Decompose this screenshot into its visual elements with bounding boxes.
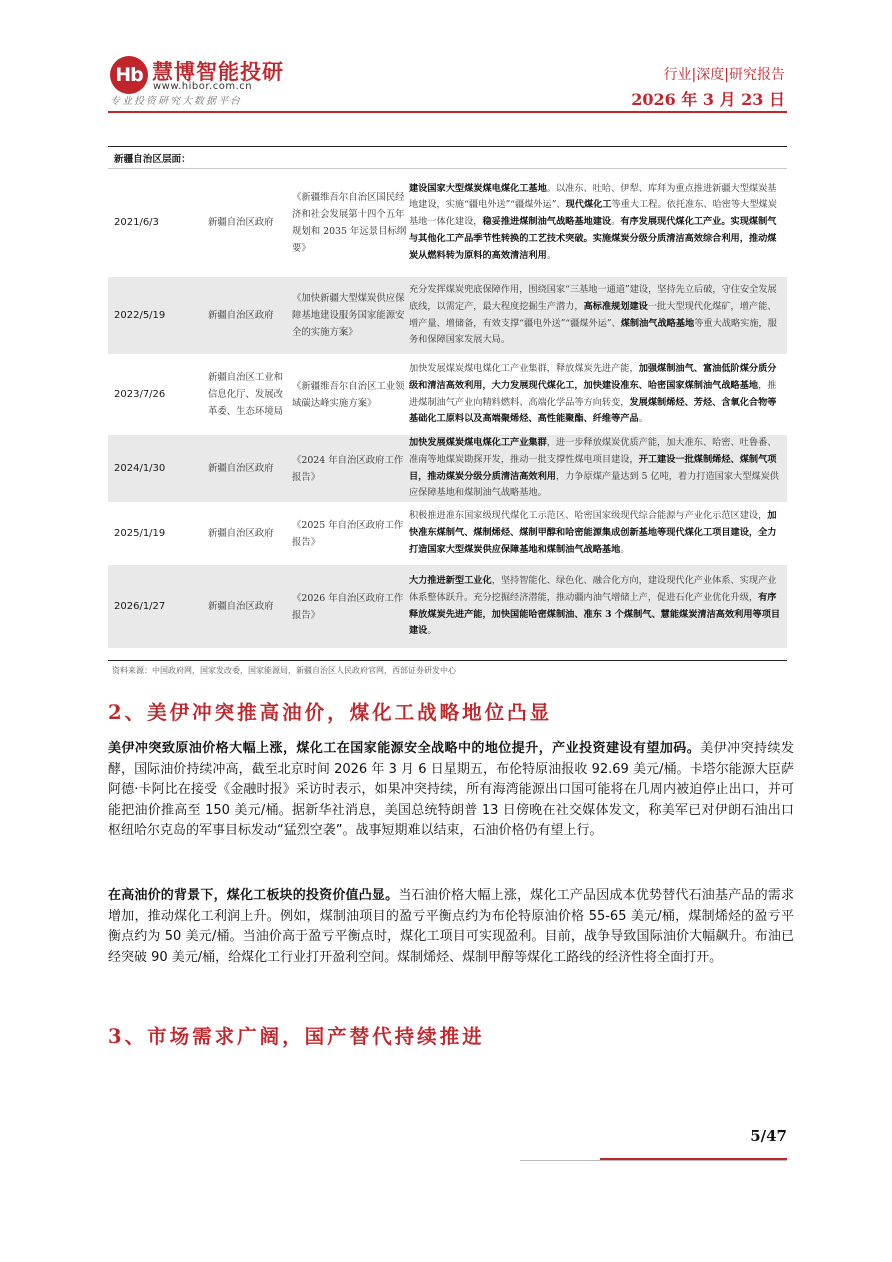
footer-rule (520, 1160, 787, 1161)
table-row (108, 435, 787, 503)
policy-content: 大力推进新型工业化，坚持智能化、绿色化、融合化方向，建设现代化产业体系、实现产业体系整体跃升。充分挖掘经济潜能，推动疆内油气增储上产，促进石化产业优化升级，有序释放煤炭先进产能，加快国能哈密煤制油、准东 3 个煤制气、慧能煤炭清洁高效利用等项目建设。 (409, 565, 787, 649)
report-date: 2026 年 3 月 23 日 (631, 90, 785, 109)
policy-document: 《新疆维吾尔自治区国民经济和社会发展第十四个五年规划和 2035 年远景目标纲要》 (292, 169, 409, 277)
policy-issuer: 新疆自治区政府 (208, 169, 292, 277)
policy-document: 《2024 年自治区政府工作报告》 (292, 435, 409, 503)
table-bottom-rule (108, 660, 787, 661)
policy-table (108, 146, 787, 649)
footer-accent-rule (600, 1158, 787, 1160)
policy-issuer: 新疆自治区政府 (208, 277, 292, 355)
policy-date: 2025/1/19 (108, 503, 208, 565)
section-2-paragraph-1 (108, 739, 794, 842)
table-row (108, 355, 787, 435)
policy-date: 2026/1/27 (108, 565, 208, 649)
paragraph-body: 美伊冲突持续发酵，国际油价持续冲高，截至北京时间 2026 年 3 月 6 日星期五，布伦特原油报收 92.69 美元/桶。卡塔尔能源大臣萨阿德·卡阿比在接受《金融时报》采访时表示，如果冲突持续，所有海湾能源出口国可能将在几周内被迫停止出口，并可能把油价推高至 150 美元/桶。据新华社消息，美国总统特朗普 13 日傍晚在社交媒体发文，称美军已对伊朗石油出口枢纽哈尔克岛的军事目标发动“猛烈空袭”。战事短期难以结束，石油价格仍有望上行。 (108, 741, 794, 838)
page-number: 5/47 (750, 1127, 787, 1145)
report-category: 行业|深度|研究报告 (663, 67, 785, 83)
table-row (108, 565, 787, 649)
table-row (108, 503, 787, 565)
region-label: 新疆自治区层面： (108, 147, 787, 169)
company-logo-icon: Hb (110, 56, 148, 94)
company-slogan: 专业投资研究大数据平台 (110, 96, 242, 107)
paragraph-body: 当石油价格大幅上涨，煤化工产品因成本优势替代石油基产品的需求增加，推动煤化工利润上升。例如，煤制油项目的盈亏平衡点约为布伦特原油价格 55-65 美元/桶，煤制烯烃的盈亏平衡点约为 50 美元/桶。当油价高于盈亏平衡点时，煤化工项目可实现盈利。目前，战争导致国际油价大幅飙升。布油已经突破 90 美元/桶，给煤化工行业打开盈利空间。煤制烯烃、煤制甲醇等煤化工路线的经济性将全面打开。 (108, 888, 794, 965)
policy-content: 加快发展煤炭煤电煤化工产业集群，释放煤炭先进产能，加强煤制油气、富油低阶煤分质分级和清洁高效利用，大力发展现代煤化工，加快建设准东、哈密国家煤制油气战略基地，推进煤制油气产业向精料燃料、高端化学品等方向转变，发展煤制烯烃、芳烃、含氧化合物等基础化工原料以及高端聚烯烃、高性能聚酯、纤维等产品。 (409, 355, 787, 435)
policy-date: 2021/6/3 (108, 169, 208, 277)
policy-issuer: 新疆自治区政府 (208, 565, 292, 649)
paragraph-lead: 美伊冲突致原油价格大幅上涨，煤化工在国家能源安全战略中的地位提升，产业投资建设有望加码。 (108, 741, 701, 756)
policy-document: 《2026 年自治区政府工作报告》 (292, 565, 409, 649)
company-url[interactable]: www.hibor.com.cn (153, 81, 253, 92)
policy-document: 《加快新疆大型煤炭供应保障基地建设服务国家能源安全的实施方案》 (292, 277, 409, 355)
policy-issuer: 新疆自治区政府 (208, 503, 292, 565)
policy-date: 2023/7/26 (108, 355, 208, 435)
company-name: 慧博智能投研 (152, 60, 284, 84)
policy-content: 建设国家大型煤炭煤电煤化工基地。以准东、吐哈、伊犁、库拜为重点推进新疆大型煤炭基地建设，实施“疆电外送”“疆煤外运”、现代煤化工等重大工程。依托准东、哈密等大型煤炭基地一体化建设，稳妥推进煤制油气战略基地建设。有序发展现代煤化工产业。实现煤制气与其他化工产品季节性转换的工艺技术突破。实施煤炭分级分质清洁高效综合利用，推动煤炭从燃料转为原料的高效清洁利用。 (409, 169, 787, 277)
section-3-heading: 3、市场需求广阔，国产替代持续推进 (108, 1025, 485, 1048)
policy-date: 2022/5/19 (108, 277, 208, 355)
policy-date: 2024/1/30 (108, 435, 208, 503)
header-divider (108, 111, 787, 113)
table-row (108, 277, 787, 355)
policy-content: 积极推进准东国家级现代煤化工示范区、哈密国家级现代综合能源与产业化示范区建设，加快准东煤制气、煤制烯烃、煤制甲醇和哈密能源集成创新基地等现代煤化工项目建设，全力打造国家大型煤炭供应保障基地和煤制油气战略基地。 (409, 503, 787, 565)
table-region-row (108, 147, 787, 169)
section-2-paragraph-2 (108, 886, 794, 968)
table-row (108, 169, 787, 277)
policy-content: 加快发展煤炭煤电煤化工产业集群，进一步释放煤炭优质产能，加大准东、哈密、吐鲁番、准南等地煤炭勘探开发，推动一批支撑性煤电项目建设，开工建设一批煤制烯烃、煤制气项目，推动煤炭分级分质清洁高效利用，力争原煤产量达到 5 亿吨，着力打造国家大型煤炭供应保障基地和煤制油气战略基地。 (409, 435, 787, 503)
policy-document: 《新疆维吾尔自治区工业领域碳达峰实施方案》 (292, 355, 409, 435)
policy-issuer: 新疆自治区工业和信息化厅、发展改革委、生态环境局 (208, 355, 292, 435)
policy-content: 充分发挥煤炭兜底保障作用，围绕国家“三基地一通道”建设，坚持先立后破，守住安全发展底线，以需定产，最大程度挖掘生产潜力，高标准规划建设一批大型现代化煤矿，增产能、增产量、增储备，有效支撑“疆电外送”“疆煤外运”、煤制油气战略基地等重大战略实施，服务和保障国家发展大局。 (409, 277, 787, 355)
policy-document: 《2025 年自治区政府工作报告》 (292, 503, 409, 565)
section-2-heading: 2、美伊冲突推高油价，煤化工战略地位凸显 (108, 701, 553, 724)
table-source-note: 资料来源：中国政府网，国家发改委，国家能源局，新疆自治区人民政府官网，西部证券研发中心 (112, 666, 456, 675)
policy-issuer: 新疆自治区政府 (208, 435, 292, 503)
paragraph-lead: 在高油价的背景下，煤化工板块的投资价值凸显。 (108, 888, 399, 903)
